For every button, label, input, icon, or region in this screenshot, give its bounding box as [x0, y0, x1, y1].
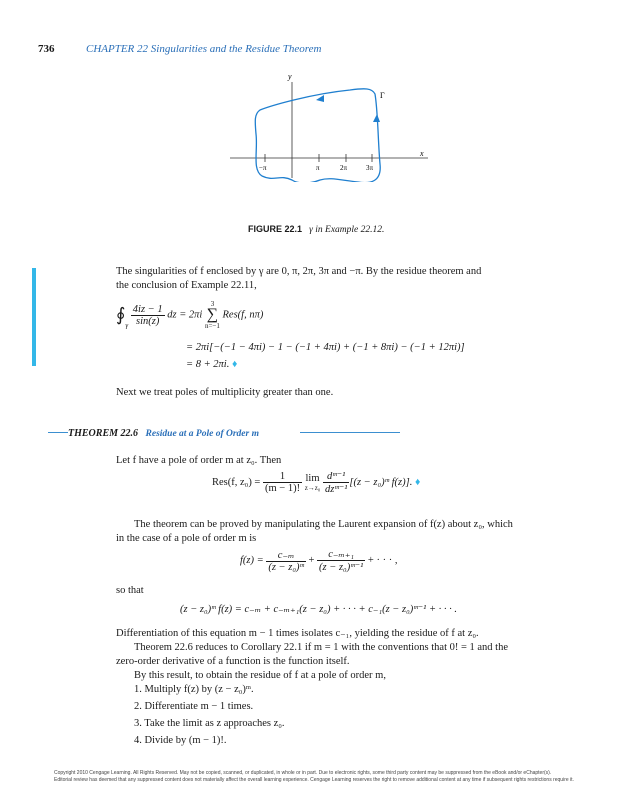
- theorem-title: Residue at a Pole of Order m: [145, 429, 259, 439]
- list-item: 3. Take the limit as z approaches z₀.: [134, 718, 285, 729]
- curve-arrow-right: [373, 114, 380, 122]
- copyright-line-1: Copyright 2010 Cengage Learning. All Rights Reserved. May not be copied, scanned, or duplicated, in whole or in part. Due to electronic rights, some third party content may be suppressed from the eBook and/or eChapter(s).: [54, 770, 552, 776]
- laurent-term-1: $\frac{\text{c₋ₘ}}{\text{(z − z₀)ᵐ}}$: [268, 549, 304, 573]
- integral-rhs: dz = 2πi: [167, 309, 203, 321]
- laurent-expansion: f(z) = $\frac{\text{c₋ₘ}}{\text{(z − z₀)ᵐ}}$ + $\frac{\text{c₋ₘ₊₁}}{\text{(z − z₀)ᵐ⁻¹}}$ + · · · ,: [240, 549, 398, 573]
- list-item: 1. Multiply f(z) by (z − z₀)ᵐ.: [134, 684, 254, 695]
- tick-label-3pi: 3π: [366, 164, 374, 172]
- integral-step-2: = 2πi[−(−1 − 4πi) − 1 − (−1 + 4πi) + (−1 + 8πi) − (−1 + 12πi)]: [186, 342, 465, 353]
- caption-label: FIGURE 22.1: [248, 224, 303, 234]
- theorem-statement: Let f have a pole of order m at z₀. Then: [116, 455, 282, 466]
- derivative-operator: $\frac{\text{dᵐ⁻¹}}{\text{dzᵐ⁻¹}}$: [324, 471, 348, 495]
- chapter-title: CHAPTER 22 Singularities and the Residue Theorem: [86, 43, 322, 55]
- summand: Res(f, nπ): [222, 309, 264, 321]
- proof-line-1: The theorem can be proved by manipulating the Laurent expansion of f(z) about z₀, which: [134, 519, 513, 530]
- laurent-term-2: $\frac{\text{c₋ₘ₊₁}}{\text{(z − z₀)ᵐ⁻¹}}$: [319, 549, 364, 573]
- x-axis-label: x: [420, 149, 424, 158]
- theorem-label: THEOREM 22.6: [68, 428, 139, 439]
- y-axis-label: y: [288, 72, 292, 81]
- differentiation-text: Differentiation of this equation m − 1 times isolates c₋₁, yielding the residue of f at z₀.: [116, 628, 479, 639]
- contour-integral-sign: ∮: [116, 304, 126, 325]
- integrand-fraction: $\frac{4iz - 1}{\sin(z)}$: [132, 303, 163, 327]
- proof-line-2: in the case of a pole of order m is: [116, 533, 257, 544]
- list-item: 2. Differentiate m − 1 times.: [134, 701, 254, 712]
- transition-text: Next we treat poles of multiplicity greater than one.: [116, 387, 334, 398]
- limit-operator: lim z→z₀: [304, 473, 321, 492]
- end-of-example-icon: ♦: [231, 359, 238, 370]
- list-item: 4. Divide by (m − 1)!.: [134, 735, 227, 746]
- factorial-fraction: $\frac{1}{(m - 1)!}$: [264, 471, 301, 494]
- theorem-rule-right: [300, 432, 400, 433]
- gamma-label: Γ: [380, 91, 385, 100]
- margin-marker: [32, 268, 36, 366]
- page-number: 736: [38, 43, 55, 55]
- tick-label-2pi: 2π: [340, 164, 348, 172]
- tick-label-pi: π: [316, 164, 320, 172]
- theorem-rule-left: [48, 432, 68, 433]
- residue-formula: Res(f, z₀) = $\frac{1}{(m - 1)!}$ lim z→z₀ $\frac{\text{dᵐ⁻¹}}{\text{dzᵐ⁻¹}}$ [(z − z₀)ᵐ f(z)]. ♦: [212, 471, 421, 495]
- so-that-text: so that: [116, 585, 144, 596]
- example-line-1: The singularities of f enclosed by γ are 0, π, 2π, 3π and −π. By the residue theorem and: [116, 266, 482, 277]
- figure-caption: [248, 224, 384, 235]
- copyright-line-2: Editorial review has deemed that any suppressed content does not materially affect the overall learning experience. Cengage Learning reserves the right to remove additional content at any time if subsequent rights restrictions require it.: [54, 777, 574, 783]
- corollary-line-2: zero-order derivative of a function is the function itself.: [116, 656, 350, 667]
- end-of-theorem-icon: ♦: [414, 476, 421, 488]
- tick-label-neg-pi: −π: [259, 164, 267, 172]
- curve-arrow-top: [316, 95, 324, 102]
- contour-figure: [230, 72, 440, 182]
- caption-text: γ in Example 22.12.: [309, 225, 385, 235]
- theorem-heading: [68, 428, 259, 439]
- corollary-line-1: Theorem 22.6 reduces to Corollary 22.1 if m = 1 with the conventions that 0! = 1 and the: [134, 642, 509, 653]
- integral-step-3: = 8 + 2πi. ♦: [186, 359, 238, 370]
- summation: 3 ∑ n=−1: [204, 300, 220, 330]
- example-line-2: the conclusion of Example 22.11,: [116, 280, 257, 291]
- product-equation: (z − z₀)ᵐ f(z) = c₋ₘ + c₋ₘ₊₁(z − z₀) + · · · + c₋₁(z − z₀)ᵐ⁻¹ + · · · .: [180, 604, 458, 615]
- integral-equation: $∮_\gamma$ $\frac{4iz - 1}{\sin(z)}$ dz = 2πi 3 ∑ n=−1 Res(f, nπ): [116, 300, 264, 330]
- steps-intro: By this result, to obtain the residue of f at a pole of order m,: [134, 670, 386, 681]
